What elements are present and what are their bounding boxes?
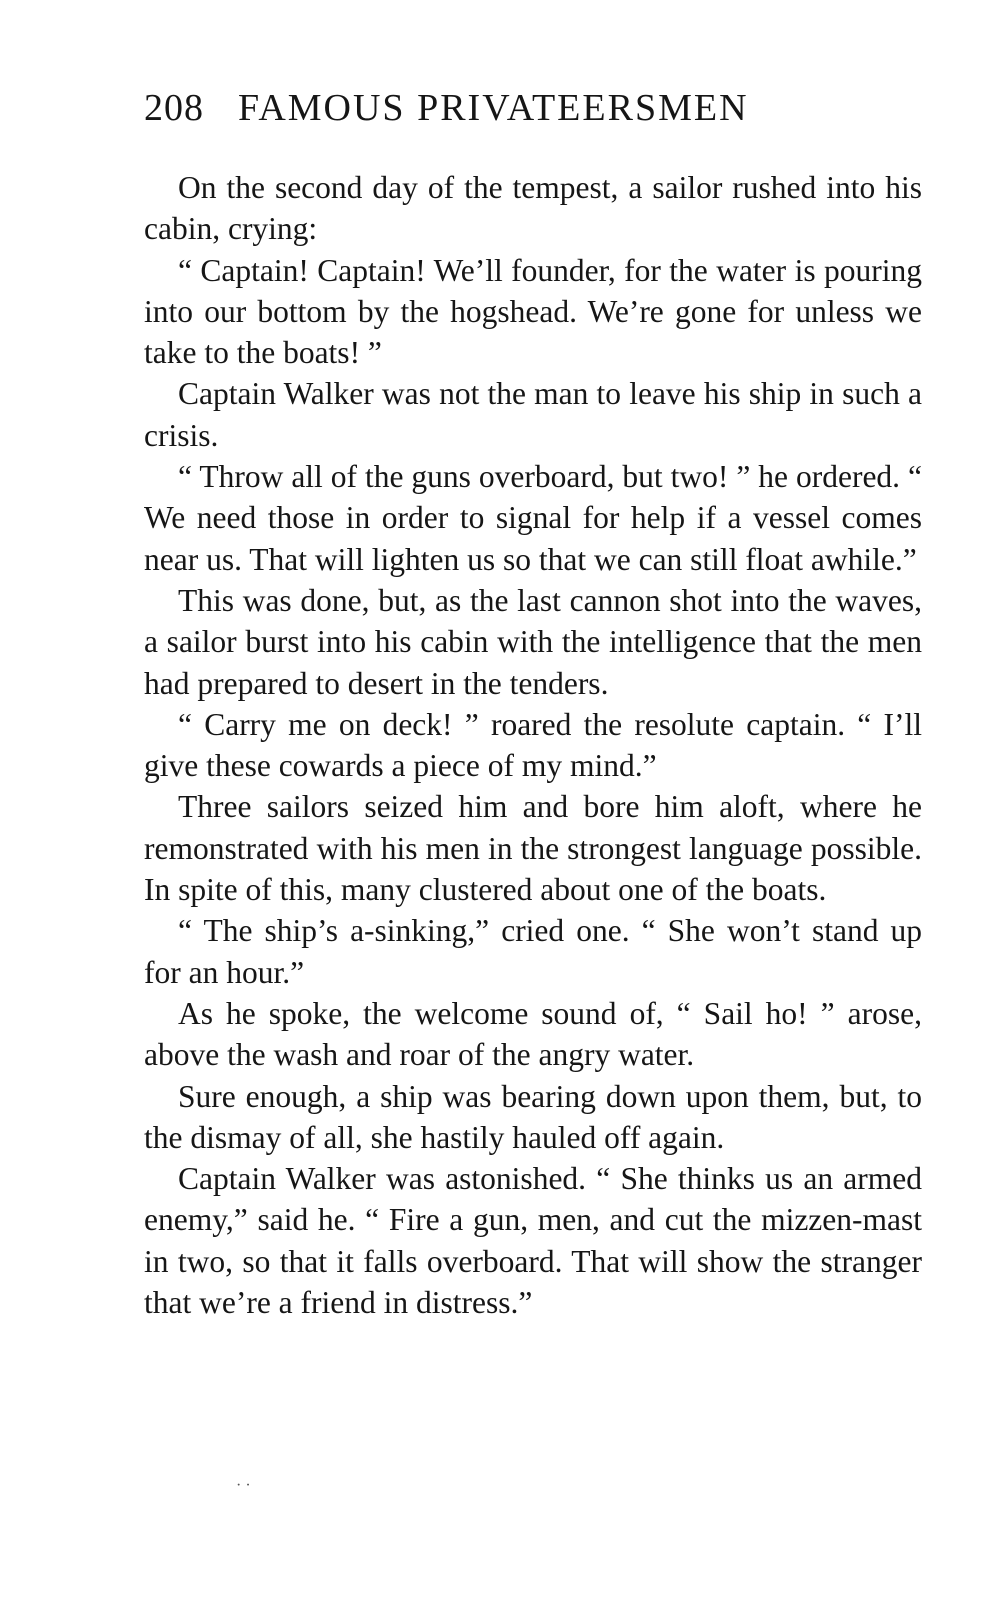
paragraph: Captain Walker was not the man to leave his ship in such a crisis. [144, 376, 922, 453]
page-number: 208 [144, 87, 204, 129]
body-text [144, 167, 922, 1323]
running-title: FAMOUS PRIVATEERSMEN [238, 87, 749, 129]
print-speck: · · [236, 1477, 251, 1494]
paragraph: This was done, but, as the last cannon shot into the waves, a sailor burst into his cabin with the intelligence that the men had prepared to desert in the tenders. [144, 582, 922, 701]
paragraph: “ Throw all of the guns overboard, but two! ” he ordered. “ We need those in order to signal for help if a vessel comes near us. That will lighten us so that we can still float awhile.” [144, 459, 922, 577]
paragraph: Captain Walker was astonished. “ She thinks us an armed enemy,” said he. “ Fire a gun, men, and cut the mizzen-mast in two, so that it falls overboard. That will show the stranger that we’re a friend in distress.” [144, 1161, 922, 1321]
paragraph: Three sailors seized him and bore him aloft, where he remonstrated with his men in the strongest language possible. In spite of this, many clustered about one of the boats. [144, 789, 922, 908]
paragraph: As he spoke, the welcome sound of, “ Sail ho! ” arose, above the wash and roar of the angry water. [144, 995, 922, 1073]
paragraph: On the second day of the tempest, a sailor rushed into his cabin, crying: [144, 170, 922, 247]
paragraph: Sure enough, a ship was bearing down upon them, but, to the dismay of all, she hastily hauled off again. [144, 1078, 922, 1155]
paragraph: “ Captain! Captain! We’ll founder, for the water is pouring into our bottom by the hogshead. We’re gone for unless we take to the boats! ” [144, 252, 922, 371]
paragraph: “ The ship’s a-sinking,” cried one. “ She won’t stand up for an hour.” [144, 913, 922, 990]
paragraph: “ Carry me on deck! ” roared the resolute captain. “ I’ll give these cowards a piece of my mind.” [144, 706, 922, 784]
running-head [144, 80, 934, 136]
